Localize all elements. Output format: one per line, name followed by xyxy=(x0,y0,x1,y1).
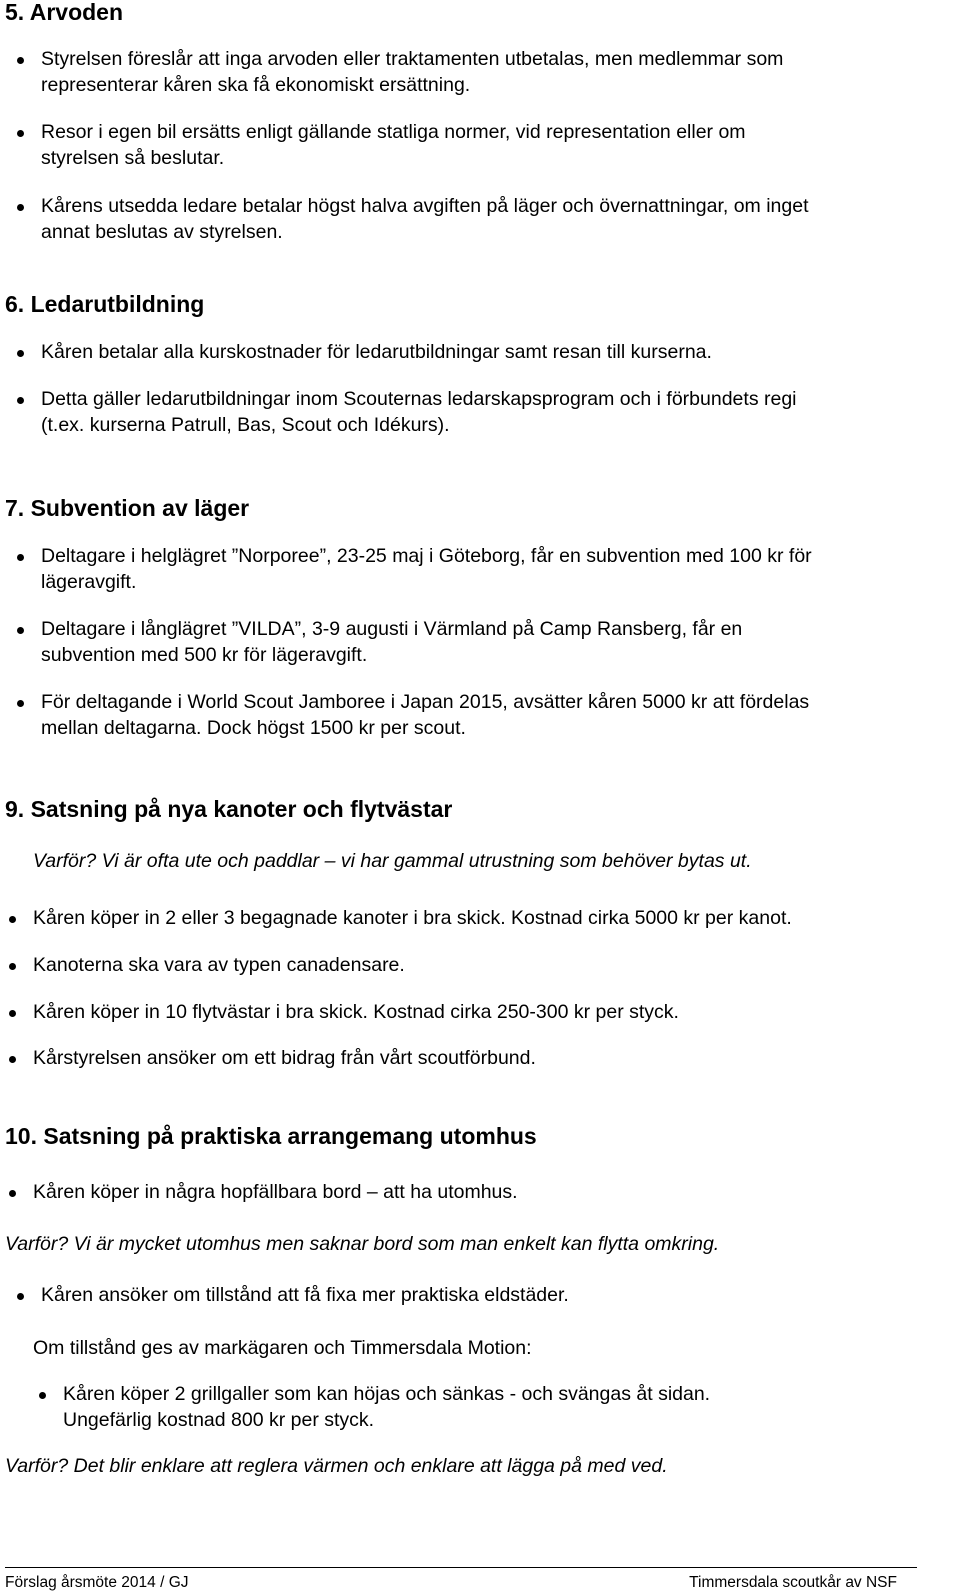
s7-item-2-line-1: Deltagare i långlägret ”VILDA”, 3-9 augusti i Värmland på Camp Ransberg, får en xyxy=(41,618,743,640)
section-9-heading: 9. Satsning på nya kanoter och flytvästar xyxy=(5,796,453,822)
bullet-icon xyxy=(17,627,24,634)
s10-why-text-2: Varför? Det blir enklare att reglera värmen och enklare att lägga på med ved. xyxy=(5,1455,668,1477)
bullet-icon xyxy=(9,1190,16,1197)
s6-item-2-line-1: Detta gäller ledarutbildningar inom Scouternas ledarskapsprogram och i förbundets regi xyxy=(41,388,797,410)
s5-item-3-line-2: annat beslutas av styrelsen. xyxy=(41,221,283,243)
s5-item-2-line-2: styrelsen så beslutar. xyxy=(41,147,225,169)
bullet-icon xyxy=(39,1392,46,1399)
bullet-icon xyxy=(9,1056,16,1063)
s9-item-2: Kanoterna ska vara av typen canadensare. xyxy=(33,954,405,976)
s9-why-text: Varför? Vi är ofta ute och paddlar – vi har gammal utrustning som behöver bytas ut. xyxy=(33,850,752,872)
s9-item-4: Kårstyrelsen ansöker om ett bidrag från vårt scoutförbund. xyxy=(33,1047,536,1069)
bullet-icon xyxy=(17,554,24,561)
s6-item-1-line-1: Kåren betalar alla kurskostnader för ledarutbildningar samt resan till kurserna. xyxy=(41,341,712,363)
s6-item-2-line-2: (t.ex. kurserna Patrull, Bas, Scout och Idékurs). xyxy=(41,414,450,436)
bullet-icon xyxy=(17,700,24,707)
s10-condition-text: Om tillstånd ges av markägaren och Timmersdala Motion: xyxy=(33,1337,532,1359)
footer-right-text: Timmersdala scoutkår av NSF xyxy=(689,1574,897,1591)
s5-item-1-line-2: representerar kåren ska få ekonomiskt ersättning. xyxy=(41,74,471,96)
section-5-heading: 5. Arvoden xyxy=(5,0,124,25)
bullet-icon xyxy=(17,1293,24,1300)
section-6-heading: 6. Ledarutbildning xyxy=(5,291,205,317)
s5-item-1-line-1: Styrelsen föreslår att inga arvoden eller traktamenten utbetalas, men medlemmar som xyxy=(41,48,784,70)
s10-item-3-line-2: Ungefärlig kostnad 800 kr per styck. xyxy=(63,1409,375,1431)
bullet-icon xyxy=(9,1010,16,1017)
bullet-icon xyxy=(17,130,24,137)
s7-item-1-line-2: lägeravgift. xyxy=(41,571,137,593)
bullet-icon xyxy=(17,57,24,64)
s9-item-3: Kåren köper in 10 flytvästar i bra skick. Kostnad cirka 250-300 kr per styck. xyxy=(33,1001,679,1023)
s10-why-text-1: Varför? Vi är mycket utomhus men saknar bord som man enkelt kan flytta omkring. xyxy=(5,1233,720,1255)
s7-item-3-line-1: För deltagande i World Scout Jamboree i Japan 2015, avsätter kåren 5000 kr att fördelas xyxy=(41,691,810,713)
s5-item-2-line-1: Resor i egen bil ersätts enligt gällande statliga normer, vid representation eller om xyxy=(41,121,746,143)
s7-item-3-line-2: mellan deltagarna. Dock högst 1500 kr per scout. xyxy=(41,717,466,739)
s9-item-1: Kåren köper in 2 eller 3 begagnade kanoter i bra skick. Kostnad cirka 5000 kr per kanot. xyxy=(33,907,792,929)
section-7-heading: 7. Subvention av läger xyxy=(5,495,250,521)
s5-item-3-line-1: Kårens utsedda ledare betalar högst halva avgiften på läger och övernattningar, om inget xyxy=(41,195,809,217)
footer-divider xyxy=(5,1567,917,1568)
s7-item-1-line-1: Deltagare i helglägret ”Norporee”, 23-25 maj i Göteborg, får en subvention med 100 kr för xyxy=(41,545,812,567)
footer-left-text: Förslag årsmöte 2014 / GJ xyxy=(5,1574,189,1591)
s10-item-1: Kåren köper in några hopfällbara bord – att ha utomhus. xyxy=(33,1181,518,1203)
bullet-icon xyxy=(9,916,16,923)
section-10-heading: 10. Satsning på praktiska arrangemang utomhus xyxy=(5,1123,537,1149)
s10-item-3-line-1: Kåren köper 2 grillgaller som kan höjas och sänkas - och svängas åt sidan. xyxy=(63,1383,711,1405)
bullet-icon xyxy=(17,204,24,211)
s7-item-2-line-2: subvention med 500 kr för lägeravgift. xyxy=(41,644,368,666)
bullet-icon xyxy=(17,397,24,404)
bullet-icon xyxy=(17,350,24,357)
bullet-icon xyxy=(9,963,16,970)
s10-item-2: Kåren ansöker om tillstånd att få fixa mer praktiska eldstäder. xyxy=(41,1284,569,1306)
